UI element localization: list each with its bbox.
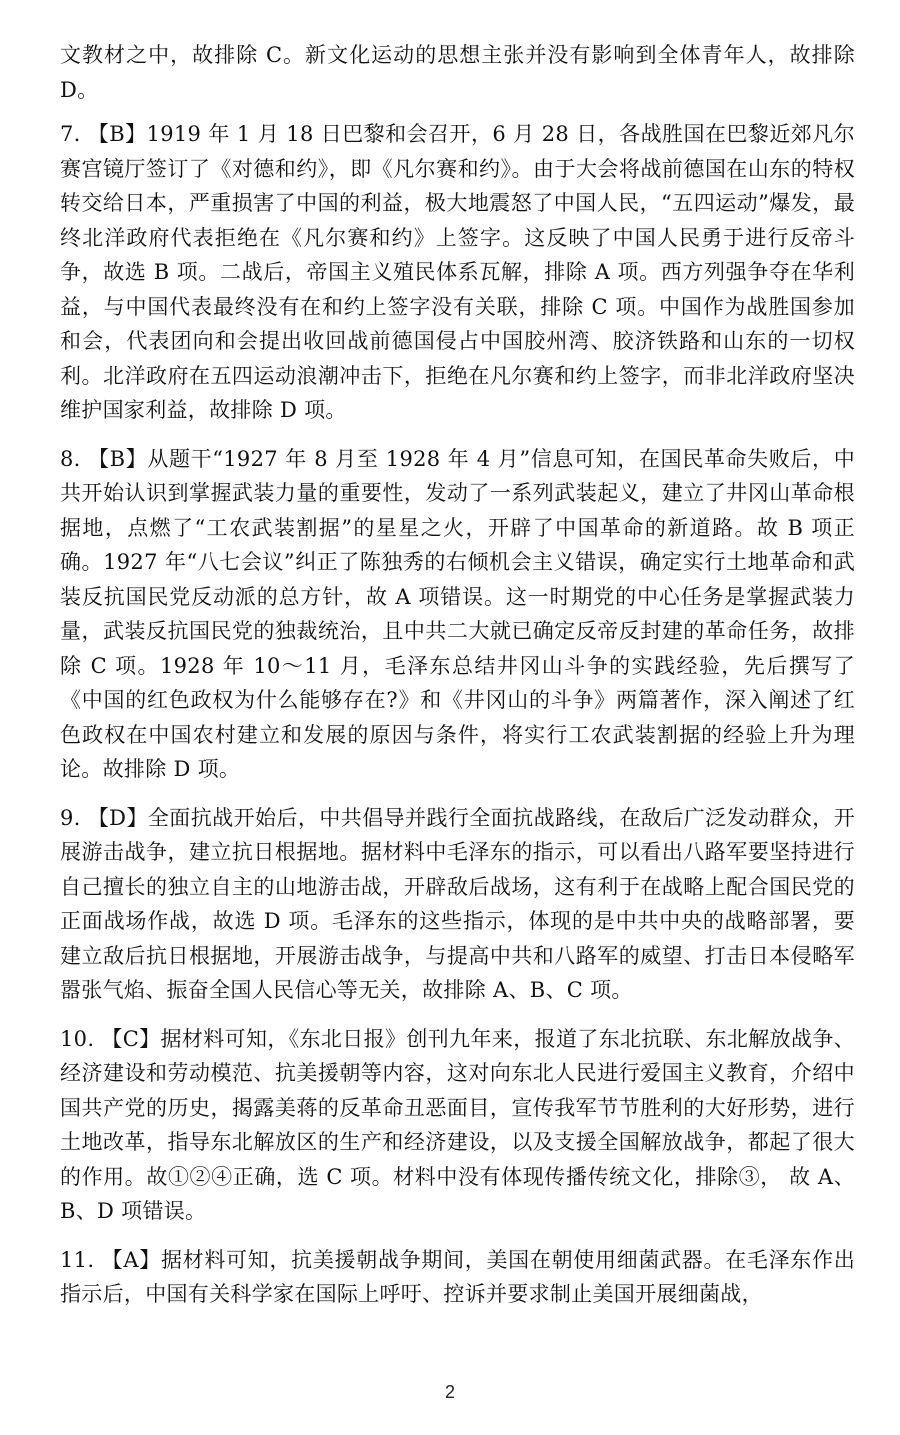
answer-paragraph-8: 8. 【B】从题干“1927 年 8 月至 1928 年 4 月”信息可知，在国民革命失败后，中共开始认识到掌握武装力量的重要性，发动了一系列武装起义，建立了井冈山革命根据地，点燃了“工农武装割据”的星星之火，开辟了中国革命的新道路。故 B 项正确。1927 年“八七会议”纠正了陈独秀的右倾机会主义错误，确定实行土地革命和武装反抗国民党反动派的总方针，故 A 项错误。这一时期党的中心任务是掌握武装力量，武装反抗国民党的独裁统治，且中共二大就已确定反帝反封建的革命任务，故排除 C 项。1928 年 10～11 月，毛泽东总结井冈山斗争的实践经验，先后撰写了《中国的红色政权为什么能够存在?》和《井冈山的斗争》两篇著作，深入阐述了红色政权在中国农村建立和发展的原因与条件，将实行工农武装割据的经验上升为理论。故排除 D 项。: [60, 446, 855, 781]
page-number: 2: [444, 1382, 455, 1402]
paragraph-continuation: 文教材之中，故排除 C。新文化运动的思想主张并没有影响到全体青年人，故排除D。: [60, 43, 855, 102]
answer-paragraph-10: 10. 【C】据材料可知，《东北日报》创刊九年来，报道了东北抗联、东北解放战争、经济建设和劳动模范、抗美援朝等内容，这对向东北人民进行爱国主义教育，介绍中国共产党的历史，揭露美蒋的反革命丑恶面目，宣传我军节节胜利的大好形势，进行土地改革，指导东北解放区的生产和经济建设，以及支援全国解放战争，都起了很大的作用。故①②④正确，选 C 项。材料中没有体现传播传统文化，排除③， 故 A、B、D 项错误。: [60, 1026, 855, 1223]
document-body: [60, 38, 855, 1326]
answer-paragraph-9: 9. 【D】全面抗战开始后，中共倡导并践行全面抗战路线，在敌后广泛发动群众，开展游击战争，建立抗日根据地。据材料中毛泽东的指示，可以看出八路军要坚持进行自己擅长的独立自主的山地游击战，开辟敌后战场，这有利于在战略上配合国民党的正面战场作战，故选 D 项。毛泽东的这些指示，体现的是中共中央的战略部署，要建立敌后抗日根据地，开展游击战争，与提高中共和八路军的威望、打击日本侵略军嚣张气焰、振奋全国人民信心等无关，故排除 A、B、C 项。: [60, 805, 855, 1002]
answer-paragraph-11: 11. 【A】据材料可知，抗美援朝战争期间，美国在朝使用细菌武器。在毛泽东作出指示后，中国有关科学家在国际上呼吁、控诉并要求制止美国开展细菌战，: [60, 1247, 855, 1306]
answer-paragraph-7: 7. 【B】1919 年 1 月 18 日巴黎和会召开，6 月 28 日，各战胜国在巴黎近郊凡尔赛宫镜厅签订了《对德和约》，即《凡尔赛和约》。由于大会将战前德国在山东的特权转交给日本，严重损害了中国的利益，极大地震怒了中国人民，“五四运动”爆发，最终北洋政府代表拒绝在《凡尔赛和约》上签字。这反映了中国人民勇于进行反帝斗争，故选 B 项。二战后，帝国主义殖民体系瓦解，排除 A 项。西方列强争夺在华利益，与中国代表最终没有在和约上签字没有关联，排除 C 项。中国作为战胜国参加和会，代表团向和会提出收回战前德国侵占中国胶州湾、胶济铁路和山东的一切权利。北洋政府在五四运动浪潮冲击下，拒绝在凡尔赛和约上签字，而非北洋政府坚决维护国家利益，故排除 D 项。: [60, 122, 855, 422]
